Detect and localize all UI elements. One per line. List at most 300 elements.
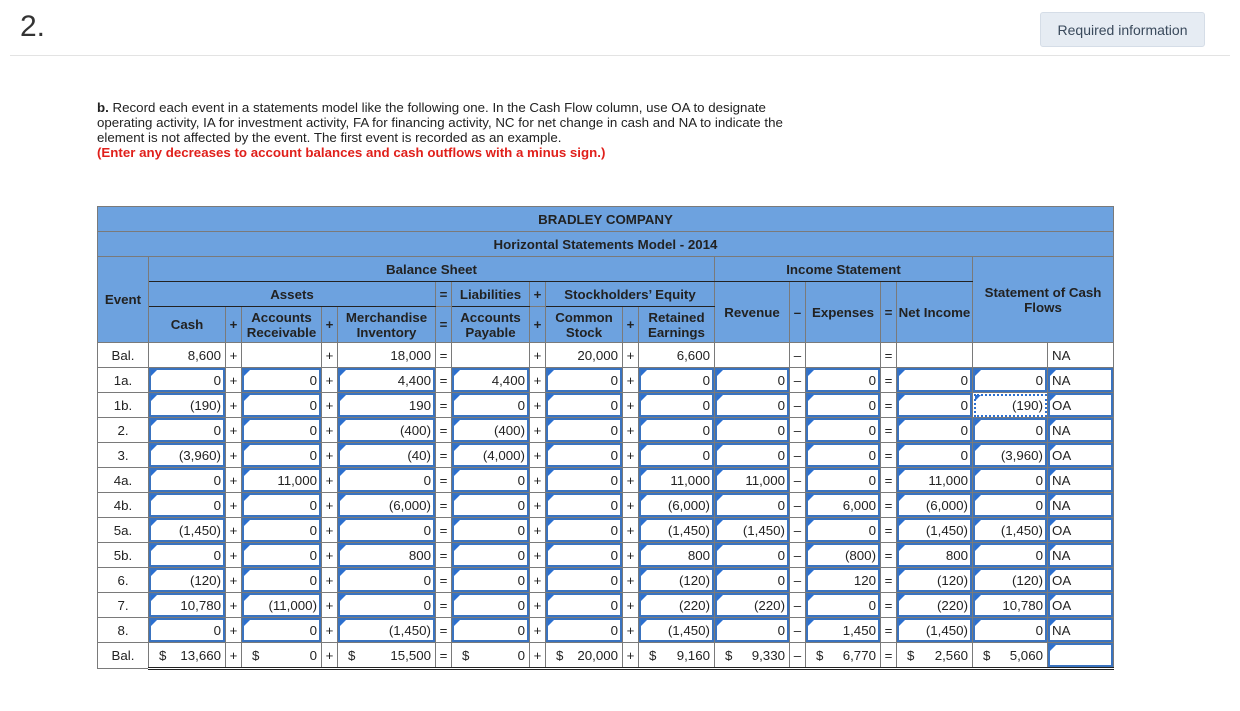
accounts-payable-cell[interactable]: 0 bbox=[452, 393, 530, 418]
accounts-receivable-value: 0 bbox=[309, 647, 317, 663]
event-label: 4a. bbox=[98, 468, 149, 493]
plus-op: + bbox=[226, 568, 242, 593]
retained-earnings-cell[interactable]: (1,450) bbox=[639, 618, 715, 643]
plus-op: + bbox=[226, 393, 242, 418]
net-income-cell[interactable]: (1,450) bbox=[897, 618, 973, 643]
eq-op: = bbox=[881, 493, 897, 518]
minus-op: – bbox=[790, 468, 806, 493]
table-row bbox=[98, 468, 1114, 493]
instructions bbox=[97, 100, 797, 160]
equals-op: = bbox=[436, 282, 452, 307]
cash-flow-type-cell: NA bbox=[1048, 343, 1114, 368]
plus-op: + bbox=[322, 518, 338, 543]
table-row bbox=[98, 618, 1114, 643]
plus-op: + bbox=[226, 543, 242, 568]
merchandise-inventory-cell[interactable]: (40) bbox=[338, 443, 436, 468]
merchandise-inventory-cell[interactable]: 190 bbox=[338, 393, 436, 418]
common-stock-cell: 20,000 bbox=[546, 343, 623, 368]
eq-op: = bbox=[881, 418, 897, 443]
plus-op: + bbox=[530, 643, 546, 669]
divider bbox=[10, 55, 1230, 56]
revenue-cell[interactable]: (1,450) bbox=[715, 518, 790, 543]
plus-op: + bbox=[623, 418, 639, 443]
cash-cell[interactable]: (1,450) bbox=[149, 518, 226, 543]
revenue-cell[interactable]: 0 bbox=[715, 418, 790, 443]
minus-op: – bbox=[790, 343, 806, 368]
net-income-cell[interactable]: 0 bbox=[897, 393, 973, 418]
cash-flow-amount-cell[interactable]: (120) bbox=[973, 568, 1048, 593]
common-stock-cell[interactable]: 0 bbox=[546, 368, 623, 393]
plus-op: + bbox=[530, 568, 546, 593]
plus-op: + bbox=[322, 543, 338, 568]
plus-op: + bbox=[530, 368, 546, 393]
revenue-cell[interactable]: 0 bbox=[715, 618, 790, 643]
plus-op: + bbox=[530, 493, 546, 518]
cash-flow-amount-cell bbox=[973, 343, 1048, 368]
instructions-text: Record each event in a statements model like the following one. In the Cash Flow column, use OA to designate operating activity, IA for investment activity, FA for financing activity, NC for net change in cash and NA to indicate the element is not affected by the event. The first event is recorded as an example. bbox=[97, 100, 783, 145]
plus-op: + bbox=[226, 443, 242, 468]
accounts-payable-cell[interactable]: 0 bbox=[452, 518, 530, 543]
cash-flow-type-cell[interactable]: OA bbox=[1048, 593, 1114, 618]
cash-flow-type-cell[interactable]: OA bbox=[1048, 568, 1114, 593]
revenue-cell[interactable]: 0 bbox=[715, 543, 790, 568]
event-label: 1b. bbox=[98, 393, 149, 418]
cash-cell[interactable]: (3,960) bbox=[149, 443, 226, 468]
retained-earnings-cell[interactable]: (120) bbox=[639, 568, 715, 593]
cash-cell[interactable]: 0 bbox=[149, 618, 226, 643]
accounts-payable-header: Accounts Payable bbox=[452, 307, 530, 343]
expenses-cell[interactable]: 0 bbox=[806, 393, 881, 418]
net-income-cell bbox=[897, 343, 973, 368]
cash-flow-amount-cell[interactable]: 10,780 bbox=[973, 593, 1048, 618]
net-income-cell[interactable]: 0 bbox=[897, 368, 973, 393]
currency-symbol: $ bbox=[983, 647, 991, 663]
eq-op: = bbox=[436, 493, 452, 518]
accounts-receivable-cell[interactable]: 0 bbox=[242, 368, 322, 393]
event-label: Bal. bbox=[98, 343, 149, 368]
merchandise-inventory-cell[interactable]: 0 bbox=[338, 518, 436, 543]
plus-op: + bbox=[226, 343, 242, 368]
expenses-cell[interactable]: 0 bbox=[806, 518, 881, 543]
retained-earnings-cell[interactable]: 11,000 bbox=[639, 468, 715, 493]
minus-op: – bbox=[790, 282, 806, 343]
plus-op: + bbox=[530, 618, 546, 643]
accounts-receivable-cell[interactable]: 0 bbox=[242, 493, 322, 518]
plus-op: + bbox=[226, 418, 242, 443]
plus-op: + bbox=[322, 643, 338, 669]
expenses-cell[interactable]: (800) bbox=[806, 543, 881, 568]
company-name: BRADLEY COMPANY bbox=[98, 207, 1114, 232]
expenses-value: 6,770 bbox=[842, 647, 876, 663]
plus-op: + bbox=[530, 443, 546, 468]
common-stock-cell bbox=[546, 643, 623, 669]
cash-cell[interactable]: (190) bbox=[149, 393, 226, 418]
table-row bbox=[98, 518, 1114, 543]
common-stock-cell[interactable]: 0 bbox=[546, 568, 623, 593]
eq-op: = bbox=[436, 618, 452, 643]
revenue-cell[interactable]: 0 bbox=[715, 443, 790, 468]
plus-op: + bbox=[530, 468, 546, 493]
retained-earnings-cell[interactable]: 800 bbox=[639, 543, 715, 568]
merchandise-inventory-cell[interactable]: 0 bbox=[338, 568, 436, 593]
cash-flow-amount-cell[interactable]: (1,450) bbox=[973, 518, 1048, 543]
net-income-value: 2,560 bbox=[934, 647, 968, 663]
cash-cell[interactable]: 0 bbox=[149, 543, 226, 568]
eq-op: = bbox=[436, 393, 452, 418]
plus-op: + bbox=[530, 393, 546, 418]
accounts-receivable-cell[interactable]: 0 bbox=[242, 518, 322, 543]
retained-earnings-cell[interactable]: 0 bbox=[639, 443, 715, 468]
eq-op: = bbox=[436, 543, 452, 568]
plus-op: + bbox=[623, 518, 639, 543]
net-income-cell[interactable]: 0 bbox=[897, 418, 973, 443]
minus-op: – bbox=[790, 443, 806, 468]
plus-op: + bbox=[322, 618, 338, 643]
accounts-payable-cell[interactable]: (400) bbox=[452, 418, 530, 443]
common-stock-value: 20,000 bbox=[577, 647, 618, 663]
expenses-cell[interactable]: 120 bbox=[806, 568, 881, 593]
common-stock-cell[interactable]: 0 bbox=[546, 418, 623, 443]
net-income-cell bbox=[897, 643, 973, 669]
merchandise-inventory-header: Merchandise Inventory bbox=[338, 307, 436, 343]
table-row bbox=[98, 568, 1114, 593]
balance-sheet-header: Balance Sheet bbox=[149, 257, 715, 282]
expenses-cell[interactable]: 0 bbox=[806, 418, 881, 443]
merchandise-inventory-cell[interactable]: 4,400 bbox=[338, 368, 436, 393]
equals-op: = bbox=[881, 282, 897, 343]
eq-op: = bbox=[881, 543, 897, 568]
eq-op: = bbox=[436, 418, 452, 443]
merchandise-inventory-cell[interactable]: 800 bbox=[338, 543, 436, 568]
equity-header: Stockholders’ Equity bbox=[546, 282, 715, 307]
plus-op: + bbox=[226, 618, 242, 643]
table-row bbox=[98, 543, 1114, 568]
retained-earnings-value: 9,160 bbox=[676, 647, 710, 663]
plus-op: + bbox=[322, 393, 338, 418]
cash-flow-type-cell[interactable]: OA bbox=[1048, 443, 1114, 468]
revenue-cell[interactable]: (220) bbox=[715, 593, 790, 618]
eq-op: = bbox=[881, 593, 897, 618]
table-row bbox=[98, 643, 1114, 669]
table-row bbox=[98, 393, 1114, 418]
table-row bbox=[98, 343, 1114, 368]
cash-cell[interactable]: 0 bbox=[149, 493, 226, 518]
currency-symbol: $ bbox=[348, 647, 356, 663]
net-income-cell[interactable]: (220) bbox=[897, 593, 973, 618]
accounts-payable-cell[interactable]: 0 bbox=[452, 468, 530, 493]
cash-flow-amount-cell[interactable]: 0 bbox=[973, 543, 1048, 568]
minus-op: – bbox=[790, 543, 806, 568]
cash-flow-type-cell[interactable]: NA bbox=[1048, 493, 1114, 518]
minus-op: – bbox=[790, 393, 806, 418]
cash-flow-amount-cell[interactable]: 0 bbox=[973, 418, 1048, 443]
eq-op: = bbox=[436, 343, 452, 368]
revenue-cell bbox=[715, 643, 790, 669]
plus-op: + bbox=[322, 468, 338, 493]
assets-header: Assets bbox=[149, 282, 436, 307]
cash-cell[interactable]: (120) bbox=[149, 568, 226, 593]
expenses-cell[interactable]: 0 bbox=[806, 368, 881, 393]
common-stock-cell[interactable]: 0 bbox=[546, 493, 623, 518]
minus-op: – bbox=[790, 568, 806, 593]
accounts-receivable-header: Accounts Receivable bbox=[242, 307, 322, 343]
liabilities-header: Liabilities bbox=[452, 282, 530, 307]
minus-op: – bbox=[790, 493, 806, 518]
event-label: 7. bbox=[98, 593, 149, 618]
equals-op: = bbox=[436, 307, 452, 343]
revenue-cell bbox=[715, 343, 790, 368]
cash-cell[interactable]: 0 bbox=[149, 468, 226, 493]
plus-op: + bbox=[623, 343, 639, 368]
merchandise-inventory-value: 15,500 bbox=[390, 647, 431, 663]
net-income-header: Net Income bbox=[897, 282, 973, 343]
retained-earnings-cell[interactable]: 0 bbox=[639, 368, 715, 393]
plus-op: + bbox=[623, 393, 639, 418]
statements-model-table bbox=[97, 206, 1114, 670]
cash-flow-amount-cell bbox=[973, 643, 1048, 669]
instructions-label: b. bbox=[97, 100, 109, 115]
accounts-payable-cell[interactable]: 0 bbox=[452, 618, 530, 643]
plus-op: + bbox=[623, 468, 639, 493]
eq-op: = bbox=[436, 568, 452, 593]
merchandise-inventory-cell[interactable]: (6,000) bbox=[338, 493, 436, 518]
merchandise-inventory-cell[interactable]: 0 bbox=[338, 468, 436, 493]
plus-op: + bbox=[530, 418, 546, 443]
question-number: 2. bbox=[20, 10, 46, 43]
common-stock-cell[interactable]: 0 bbox=[546, 518, 623, 543]
retained-earnings-cell[interactable]: 0 bbox=[639, 393, 715, 418]
accounts-receivable-cell[interactable]: 0 bbox=[242, 443, 322, 468]
accounts-receivable-cell bbox=[242, 643, 322, 669]
accounts-receivable-cell[interactable]: 0 bbox=[242, 618, 322, 643]
currency-symbol: $ bbox=[907, 647, 915, 663]
accounts-payable-cell bbox=[452, 643, 530, 669]
expenses-cell[interactable]: 6,000 bbox=[806, 493, 881, 518]
cash-cell[interactable]: 0 bbox=[149, 418, 226, 443]
required-information-button[interactable]: Required information bbox=[1040, 12, 1205, 47]
cash-flow-amount-cell[interactable]: 0 bbox=[973, 368, 1048, 393]
plus-op: + bbox=[623, 368, 639, 393]
plus-op: + bbox=[623, 307, 639, 343]
retained-earnings-cell[interactable]: (1,450) bbox=[639, 518, 715, 543]
cash-flow-amount-cell[interactable]: 0 bbox=[973, 493, 1048, 518]
accounts-receivable-cell[interactable]: 11,000 bbox=[242, 468, 322, 493]
merchandise-inventory-cell[interactable]: (1,450) bbox=[338, 618, 436, 643]
common-stock-cell[interactable]: 0 bbox=[546, 543, 623, 568]
plus-op: + bbox=[226, 643, 242, 669]
plus-op: + bbox=[530, 543, 546, 568]
table-subtitle: Horizontal Statements Model - 2014 bbox=[98, 232, 1114, 257]
event-label: 5a. bbox=[98, 518, 149, 543]
revenue-value: 9,330 bbox=[751, 647, 785, 663]
net-income-cell[interactable]: 0 bbox=[897, 443, 973, 468]
eq-op: = bbox=[436, 643, 452, 669]
accounts-payable-cell[interactable]: 0 bbox=[452, 543, 530, 568]
cash-flow-type-cell[interactable]: NA bbox=[1048, 543, 1114, 568]
retained-earnings-cell[interactable]: (6,000) bbox=[639, 493, 715, 518]
revenue-cell[interactable]: 11,000 bbox=[715, 468, 790, 493]
currency-symbol: $ bbox=[725, 647, 733, 663]
plus-op: + bbox=[322, 368, 338, 393]
revenue-cell[interactable]: 0 bbox=[715, 493, 790, 518]
eq-op: = bbox=[881, 343, 897, 368]
event-label: 5b. bbox=[98, 543, 149, 568]
table-row bbox=[98, 493, 1114, 518]
cash-header: Cash bbox=[149, 307, 226, 343]
accounts-payable-cell[interactable]: (4,000) bbox=[452, 443, 530, 468]
retained-earnings-cell bbox=[639, 643, 715, 669]
currency-symbol: $ bbox=[816, 647, 824, 663]
expenses-cell bbox=[806, 343, 881, 368]
cash-flow-type-cell[interactable] bbox=[1048, 643, 1114, 669]
event-label: 3. bbox=[98, 443, 149, 468]
cash-flow-type-cell[interactable]: NA bbox=[1048, 468, 1114, 493]
currency-symbol: $ bbox=[252, 647, 260, 663]
cash-cell: 8,600 bbox=[149, 343, 226, 368]
plus-op: + bbox=[322, 343, 338, 368]
merchandise-inventory-cell[interactable]: (400) bbox=[338, 418, 436, 443]
minus-op: – bbox=[790, 618, 806, 643]
net-income-cell[interactable]: 11,000 bbox=[897, 468, 973, 493]
eq-op: = bbox=[881, 368, 897, 393]
common-stock-cell[interactable]: 0 bbox=[546, 468, 623, 493]
cash-flow-amount-cell[interactable]: 0 bbox=[973, 618, 1048, 643]
accounts-receivable-cell[interactable]: (11,000) bbox=[242, 593, 322, 618]
retained-earnings-cell[interactable]: 0 bbox=[639, 418, 715, 443]
event-label: Bal. bbox=[98, 643, 149, 669]
common-stock-header: Common Stock bbox=[546, 307, 623, 343]
event-label: 8. bbox=[98, 618, 149, 643]
cash-flow-amount-cell[interactable]: 0 bbox=[973, 468, 1048, 493]
eq-op: = bbox=[881, 443, 897, 468]
minus-op: – bbox=[790, 368, 806, 393]
plus-op: + bbox=[623, 618, 639, 643]
expenses-cell[interactable]: 0 bbox=[806, 468, 881, 493]
accounts-payable-cell[interactable]: 0 bbox=[452, 593, 530, 618]
retained-earnings-cell: 6,600 bbox=[639, 343, 715, 368]
accounts-receivable-cell[interactable]: 0 bbox=[242, 568, 322, 593]
cash-cell bbox=[149, 643, 226, 669]
eq-op: = bbox=[436, 468, 452, 493]
eq-op: = bbox=[881, 568, 897, 593]
currency-symbol: $ bbox=[556, 647, 564, 663]
common-stock-cell[interactable]: 0 bbox=[546, 443, 623, 468]
expenses-cell[interactable]: 1,450 bbox=[806, 618, 881, 643]
plus-op: + bbox=[322, 418, 338, 443]
cash-flows-header: Statement of Cash Flows bbox=[973, 257, 1114, 343]
cash-flow-type-cell[interactable]: NA bbox=[1048, 418, 1114, 443]
accounts-receivable-cell[interactable]: 0 bbox=[242, 393, 322, 418]
currency-symbol: $ bbox=[462, 647, 470, 663]
revenue-cell[interactable]: 0 bbox=[715, 393, 790, 418]
expenses-header: Expenses bbox=[806, 282, 881, 343]
plus-op: + bbox=[322, 568, 338, 593]
net-income-cell[interactable]: (120) bbox=[897, 568, 973, 593]
accounts-payable-cell[interactable]: 0 bbox=[452, 568, 530, 593]
event-label: 2. bbox=[98, 418, 149, 443]
eq-op: = bbox=[436, 443, 452, 468]
minus-op: – bbox=[790, 593, 806, 618]
plus-op: + bbox=[226, 493, 242, 518]
accounts-receivable-cell[interactable]: 0 bbox=[242, 418, 322, 443]
currency-symbol: $ bbox=[649, 647, 657, 663]
net-income-cell[interactable]: 800 bbox=[897, 543, 973, 568]
merchandise-inventory-cell[interactable]: 0 bbox=[338, 593, 436, 618]
plus-op: + bbox=[226, 593, 242, 618]
table-body bbox=[98, 343, 1114, 669]
eq-op: = bbox=[436, 593, 452, 618]
plus-op: + bbox=[226, 368, 242, 393]
table-row bbox=[98, 418, 1114, 443]
plus-op: + bbox=[530, 282, 546, 307]
cash-value: 13,660 bbox=[180, 647, 221, 663]
plus-op: + bbox=[322, 307, 338, 343]
expenses-cell[interactable]: 0 bbox=[806, 443, 881, 468]
revenue-cell[interactable]: 0 bbox=[715, 568, 790, 593]
accounts-payable-value: 0 bbox=[517, 647, 525, 663]
eq-op: = bbox=[881, 643, 897, 669]
plus-op: + bbox=[623, 493, 639, 518]
cash-flow-type-cell[interactable]: OA bbox=[1048, 518, 1114, 543]
event-label: 6. bbox=[98, 568, 149, 593]
eq-op: = bbox=[881, 618, 897, 643]
revenue-header: Revenue bbox=[715, 282, 790, 343]
cash-cell[interactable]: 0 bbox=[149, 368, 226, 393]
revenue-cell[interactable]: 0 bbox=[715, 368, 790, 393]
cash-flow-type-cell[interactable]: OA bbox=[1048, 393, 1114, 418]
cash-flow-amount-cell[interactable]: (190) bbox=[973, 393, 1048, 418]
merchandise-inventory-cell bbox=[338, 643, 436, 669]
expenses-cell bbox=[806, 643, 881, 669]
net-income-cell[interactable]: (1,450) bbox=[897, 518, 973, 543]
plus-op: + bbox=[623, 443, 639, 468]
accounts-payable-cell bbox=[452, 343, 530, 368]
cash-cell[interactable]: 10,780 bbox=[149, 593, 226, 618]
plus-op: + bbox=[322, 493, 338, 518]
plus-op: + bbox=[226, 518, 242, 543]
merchandise-inventory-cell: 18,000 bbox=[338, 343, 436, 368]
eq-op: = bbox=[436, 518, 452, 543]
cash-flow-amount-cell[interactable]: (3,960) bbox=[973, 443, 1048, 468]
plus-op: + bbox=[322, 593, 338, 618]
expenses-cell[interactable]: 0 bbox=[806, 593, 881, 618]
eq-op: = bbox=[881, 468, 897, 493]
cash-flow-type-cell[interactable]: NA bbox=[1048, 368, 1114, 393]
plus-op: + bbox=[530, 593, 546, 618]
accounts-receivable-cell[interactable]: 0 bbox=[242, 543, 322, 568]
common-stock-cell[interactable]: 0 bbox=[546, 618, 623, 643]
accounts-payable-cell[interactable]: 4,400 bbox=[452, 368, 530, 393]
common-stock-cell[interactable]: 0 bbox=[546, 393, 623, 418]
cash-flow-type-cell[interactable]: NA bbox=[1048, 618, 1114, 643]
net-income-cell[interactable]: (6,000) bbox=[897, 493, 973, 518]
eq-op: = bbox=[881, 518, 897, 543]
accounts-payable-cell[interactable]: 0 bbox=[452, 493, 530, 518]
event-label: 4b. bbox=[98, 493, 149, 518]
minus-op: – bbox=[790, 643, 806, 669]
accounts-receivable-cell bbox=[242, 343, 322, 368]
plus-op: + bbox=[623, 593, 639, 618]
table-row bbox=[98, 443, 1114, 468]
event-label: 1a. bbox=[98, 368, 149, 393]
plus-op: + bbox=[322, 443, 338, 468]
instructions-note: (Enter any decreases to account balances and cash outflows with a minus sign.) bbox=[97, 145, 606, 160]
plus-op: + bbox=[623, 568, 639, 593]
retained-earnings-cell[interactable]: (220) bbox=[639, 593, 715, 618]
common-stock-cell[interactable]: 0 bbox=[546, 593, 623, 618]
plus-op: + bbox=[623, 543, 639, 568]
eq-op: = bbox=[881, 393, 897, 418]
